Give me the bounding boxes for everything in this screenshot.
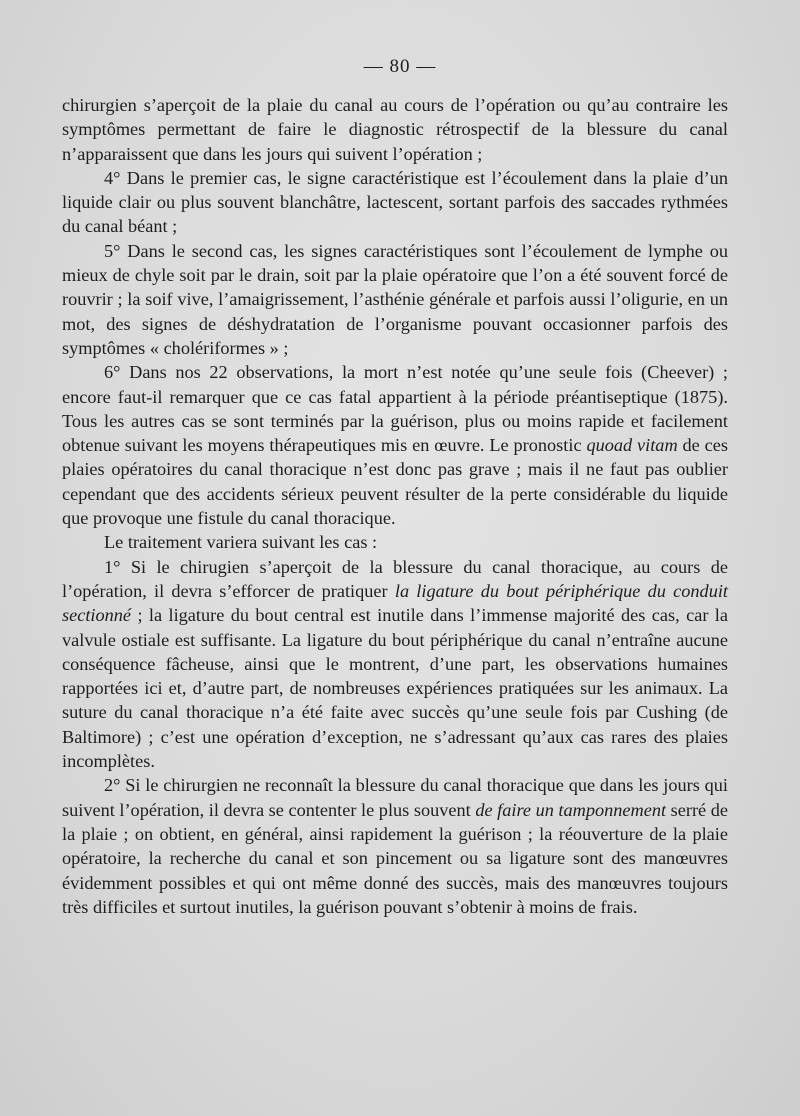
paragraph-point-6 <box>62 360 728 530</box>
paragraph-point-5: 5° Dans le second cas, les signes caractéristiques sont l’écoulement de lymphe ou mieux de chyle soit par le drain, soit par la plaie opératoire que l’on a été souvent forcé de rouvrir ; la soif vive, l’amaigrissement, l’asthénie générale et parfois aussi l’oligurie, en un mot, des signes de déshydratation de l’organisme pouvant occasionner parfois des symptômes « cholériformes » ; <box>62 240 728 358</box>
paragraph-point-6-text-a: 6° Dans nos 22 observations, la mort n’est notée qu’une seule fois (Cheever) ; encore faut-il remarquer que ce cas fatal appartient à la période préantiseptique (1875). Tous les autres cas se sont terminés par la guérison, plus ou moins rapide et facilement obtenue suivant les moyens thérapeutiques mis en œuvre. Le pronostic <box>62 362 728 456</box>
paragraph-point-6-text-b: de ces plaies opératoires du canal thoracique n’est donc pas grave ; mais il ne faut pas oublier cependant que des accidents sérieux peuvent résulter de la perte considérable du liquide que provoque une fistule du canal thoracique. <box>62 435 729 529</box>
paragraph-treatment-2-italic: de faire un tamponnement <box>475 799 667 820</box>
paragraph-point-4: 4° Dans le premier cas, le signe caractéristique est l’écoulement dans la plaie d’un liquide clair ou plus souvent blanchâtre, lactescent, sortant parfois des saccades rythmées du canal béant ; <box>62 167 728 237</box>
paragraph-treatment-2 <box>62 773 728 919</box>
paragraph-continuation: chirurgien s’aperçoit de la plaie du canal au cours de l’opération ou qu’au contraire les symptômes permettant de faire le diagnostic rétrospectif de la blessure du canal n’apparaissent que dans les jours qui suivent l’opération ; <box>62 95 728 164</box>
paragraph-treatment-1 <box>62 555 728 774</box>
paragraph-treatment-2-text-a: 2° Si le chirurgien ne reconnaît la blessure du canal thoracique que dans les jours qui suivent l’opération, il devra se contenter le plus souvent <box>62 775 728 820</box>
paragraph-point-6-italic: quoad vitam <box>586 435 678 456</box>
paragraph-treatment-intro: Le traitement variera suivant les cas : <box>104 532 378 553</box>
page-number: — 80 — <box>363 56 437 77</box>
paragraph-treatment-2-text-b: serré de la plaie ; on obtient, en général, ainsi rapidement la guérison ; la réouverture de la plaie opératoire, la recherche du canal et son pincement ou sa ligature sont des manœuvres évidemment possibles et qui ont même donné des succès, mais des manœuvres toujours très difficiles et surtout inutiles, la guérison pouvant s’obtenir à moins de frais. <box>62 799 728 917</box>
body-text <box>62 93 728 919</box>
paragraph-treatment-1-italic: la ligature du bout périphérique du conduit sectionné <box>62 580 728 626</box>
paragraph-treatment-1-text-b: ; la ligature du bout central est inutile dans l’immense majorité des cas, car la valvule ostiale est suffisante. La ligature du bout périphérique du canal n’entraîne aucune conséquence fâcheuse, ainsi que le montrent, d’une part, les observations humaines rapportées ici et, d’autre part, de nombreuses expériences pratiquées sur les animaux. La suture du canal thoracique n’a été faite avec succès qu’une seule fois par Cushing (de Baltimore) ; c’est une opération d’exception, ne s’adressant qu’aux cas rares des plaies incomplètes. <box>62 605 728 772</box>
paragraph-treatment-1-text-a: 1° Si le chirugien s’aperçoit de la blessure du canal thoracique, au cours de l’opération, il devra s’efforcer de pratiquer <box>62 556 728 601</box>
